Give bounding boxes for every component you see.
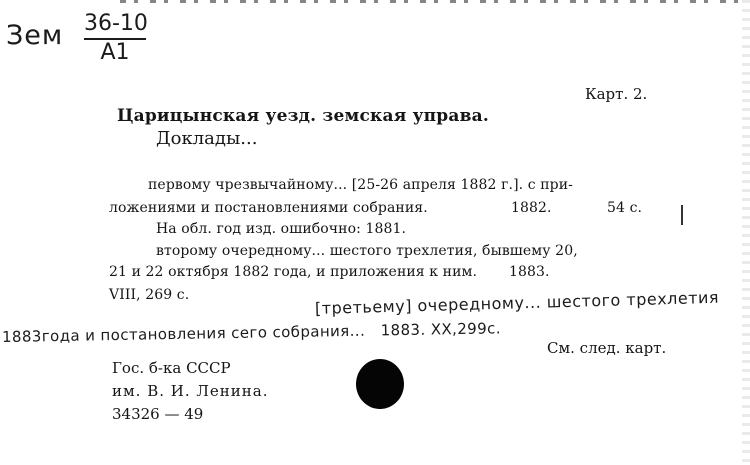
shelfmark-denominator: A1 <box>100 40 130 65</box>
entry-line-2-pages: 54 с. <box>607 200 643 216</box>
handwritten-line-1: [третьему] очередному... шестого трехлетия <box>314 287 720 318</box>
see-next-card: См. след. карт. <box>547 339 667 357</box>
punch-hole <box>356 359 404 409</box>
entry-line-2-text: ложениями и постановлениями собрания. <box>109 200 428 216</box>
entry-line-3: На обл. год изд. ошибочно: 1881. <box>156 221 407 237</box>
margin-mark <box>681 205 683 225</box>
entry-line-5: 21 и 22 октября 1882 года, и приложения к ним. 1883. <box>109 264 550 280</box>
library-stamp-line-3: 34326 — 49 <box>112 405 204 423</box>
library-stamp-line-1: Гос. б-ка СССР <box>112 359 231 377</box>
entry-line-1: первому чрезвычайному... [25-26 апреля 1882 г.]. с при- <box>148 177 573 193</box>
shelfmark-numerator: 36-10 <box>84 11 148 36</box>
entry-line-2-year: 1882. <box>511 200 552 216</box>
card-heading: Царицынская уезд. земская управа. <box>117 106 489 126</box>
handwritten-line-2: 1883года и постановления сего собрания... 1883. XX,299с. <box>1 319 502 346</box>
shelfmark-prefix: Зем <box>6 20 64 51</box>
card-number: Карт. 2. <box>585 85 648 103</box>
entry-line-4: второму очередному... шестого трехлетия, бывшему 20, <box>156 243 578 259</box>
library-stamp-line-2: им. В. И. Ленина. <box>112 382 269 400</box>
entry-line-6: VIII, 269 с. <box>109 287 190 303</box>
card-subheading: Доклады... <box>156 128 258 149</box>
shelfmark-fraction <box>84 12 146 64</box>
right-edge-marks <box>742 0 750 465</box>
top-edge-marks <box>120 0 750 3</box>
